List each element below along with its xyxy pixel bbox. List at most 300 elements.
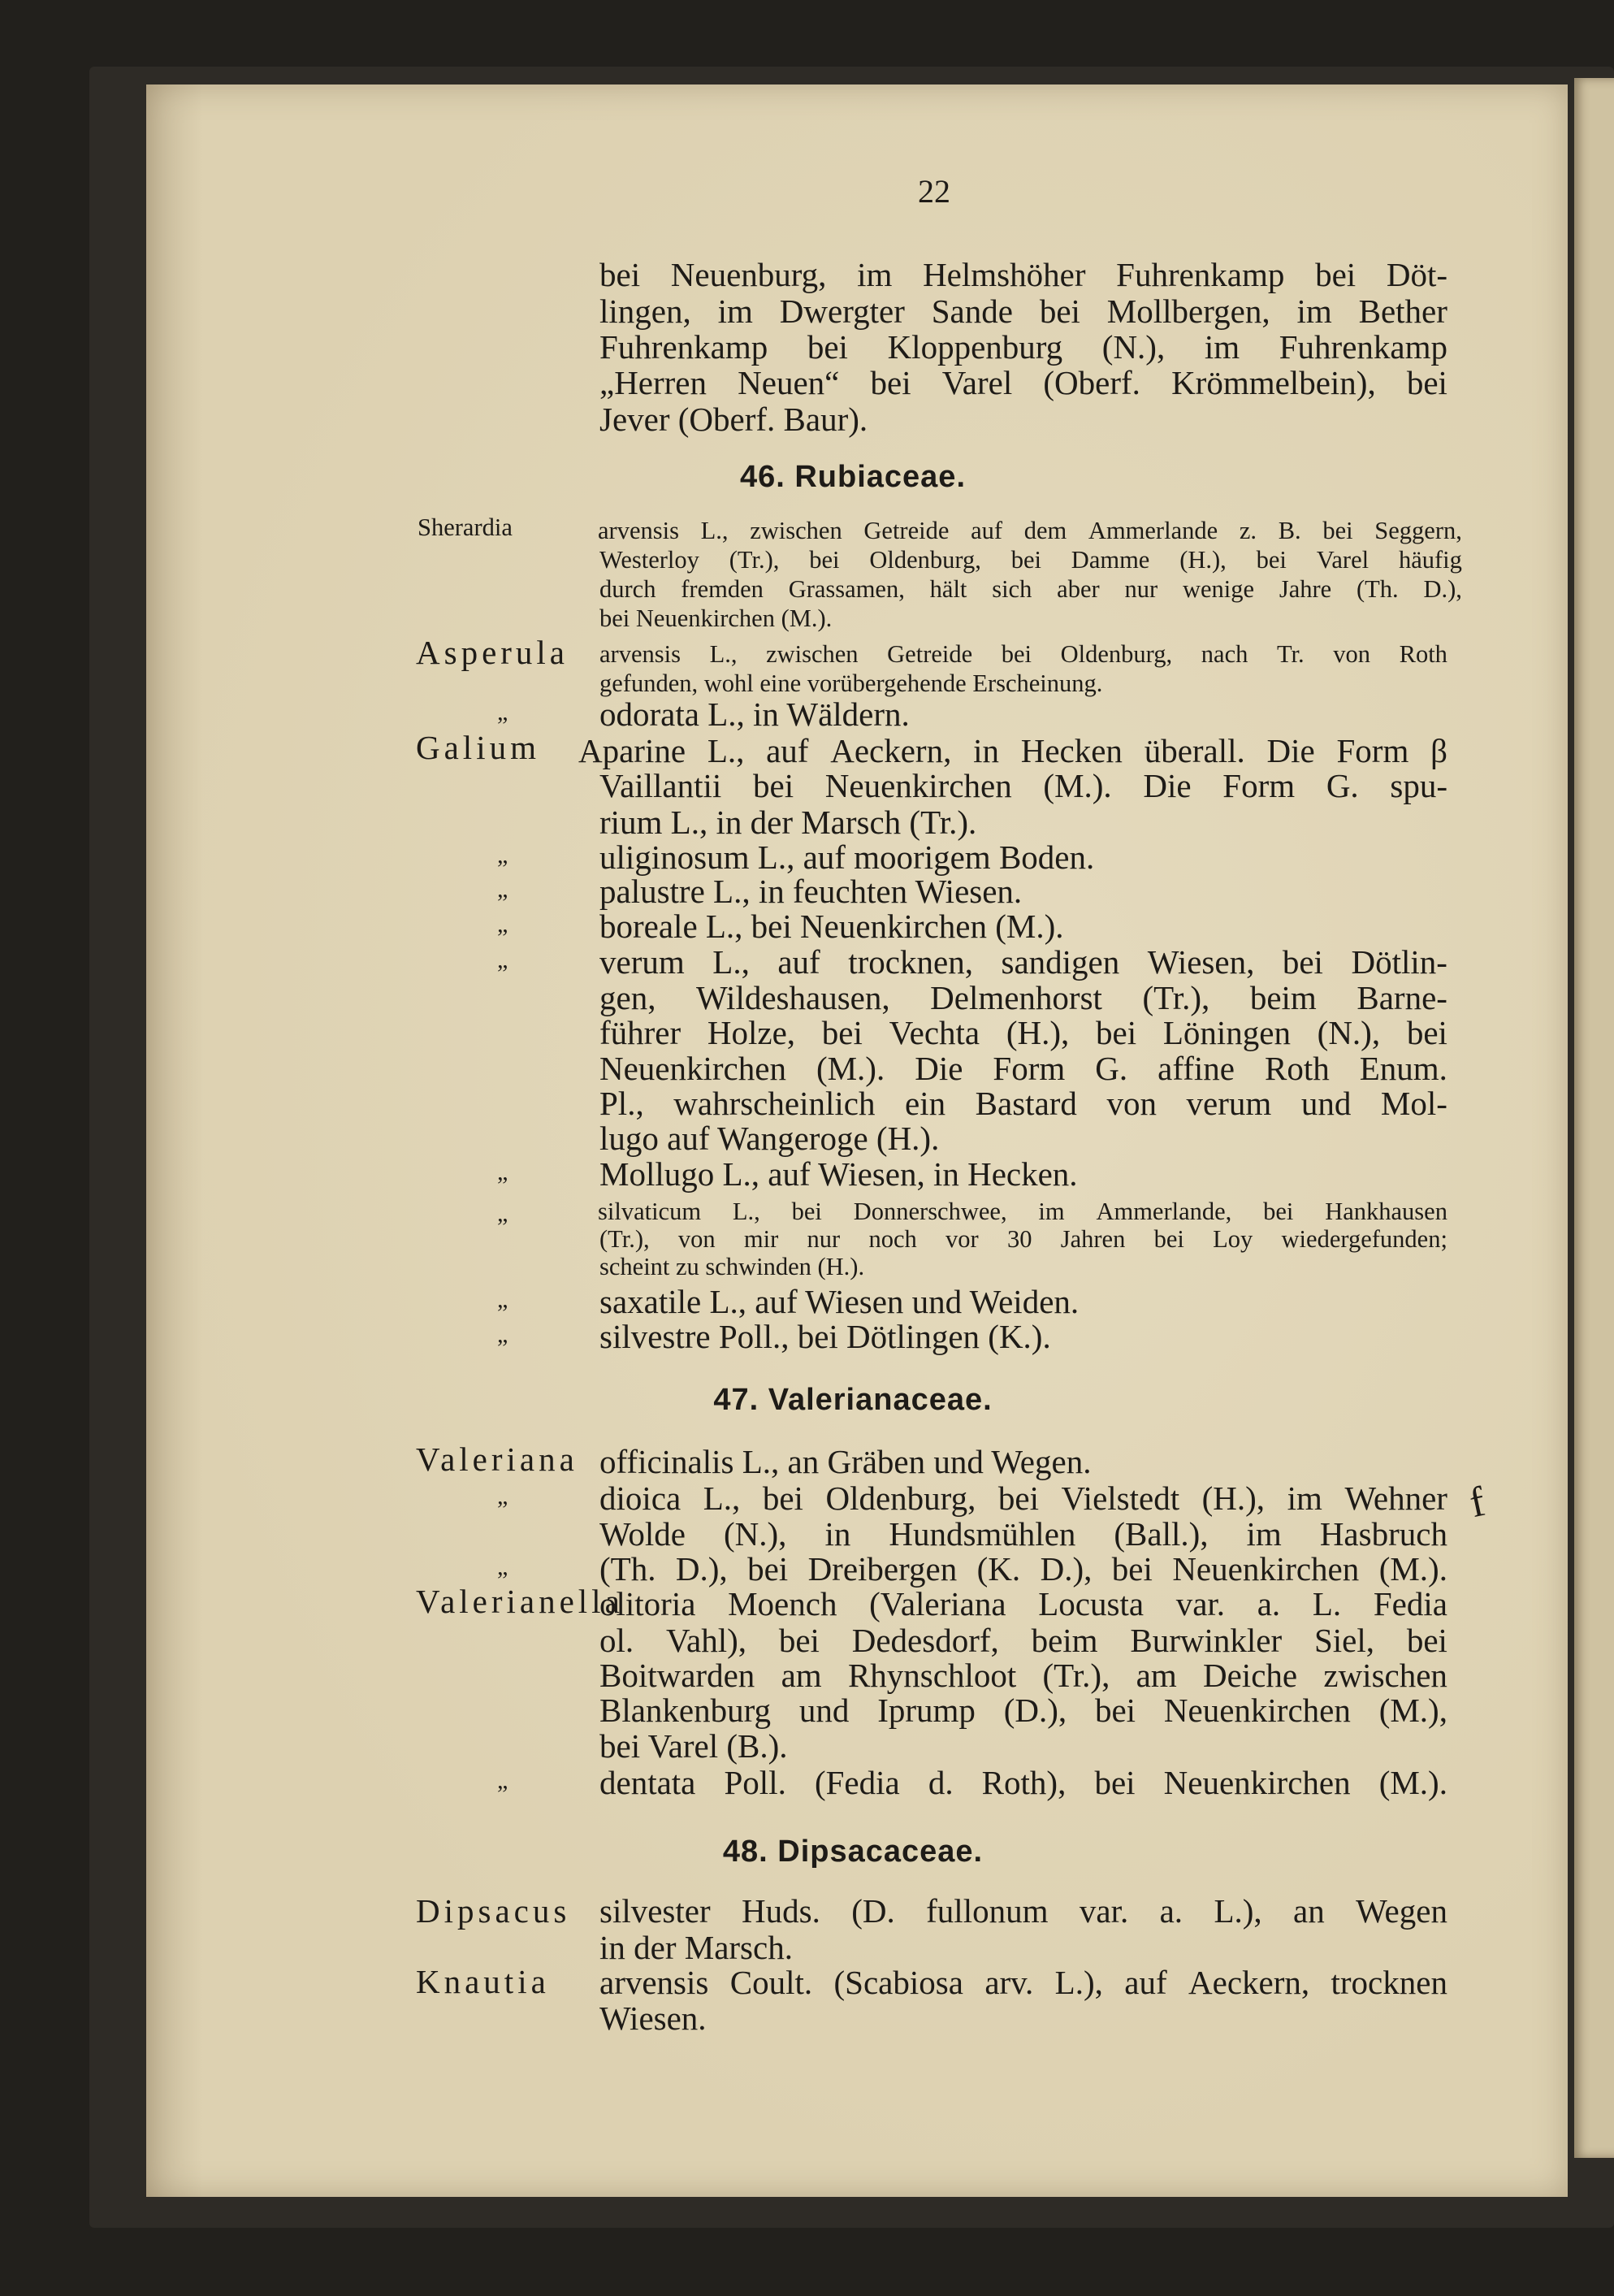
word: Neuenkirchen <box>1163 1692 1351 1729</box>
text-line <box>599 1253 864 1280</box>
word: Ammerlande, <box>1096 1198 1232 1225</box>
genus-dipsacus: Dipsacus <box>416 1892 571 1930</box>
word: Aeckern, <box>830 732 952 769</box>
word: Die <box>915 1050 963 1087</box>
word: D.), <box>675 1550 728 1588</box>
word: Wiesen. <box>599 1999 707 2037</box>
word: G. <box>1095 1050 1128 1087</box>
word: gefunden, wohl eine vorübergehende Erscheinung. <box>599 669 1103 697</box>
word: „Herren <box>599 364 707 401</box>
word: im <box>857 256 893 293</box>
word: Helmshöher <box>923 256 1086 293</box>
word: Die <box>1266 732 1315 769</box>
word: zwischen <box>1323 1657 1447 1694</box>
word: (N.), <box>1317 1014 1381 1051</box>
word: bei <box>1153 1225 1184 1253</box>
word: bei <box>997 1479 1039 1517</box>
word: Fuhrenkamp <box>599 328 768 366</box>
word: durch <box>599 575 656 603</box>
word: Siel, <box>1313 1622 1374 1659</box>
text-line <box>599 575 1462 603</box>
word: bei <box>1010 546 1041 574</box>
word: (Tr.), <box>729 546 780 574</box>
word: scheint zu schwinden (H.). <box>599 1253 865 1280</box>
word: Aparine <box>578 732 686 769</box>
ditto-mark: „ <box>497 947 508 973</box>
word: (Oberf. <box>1043 364 1140 401</box>
word: Varel <box>941 364 1013 401</box>
word: (D. <box>851 1892 895 1930</box>
text-line <box>599 604 832 632</box>
ditto-mark: „ <box>497 1159 508 1185</box>
word: L. <box>1312 1585 1342 1622</box>
word: Huds. <box>742 1892 820 1930</box>
word: sandigen <box>1001 943 1120 981</box>
text-line <box>599 401 868 437</box>
text-line <box>599 2000 707 2036</box>
text-line <box>599 669 1102 697</box>
word: Fedia <box>1373 1585 1447 1622</box>
text-line <box>599 293 1447 329</box>
word: affine <box>1157 1050 1235 1087</box>
genus-asperula: Asperula <box>416 634 569 671</box>
word: Barne- <box>1357 979 1447 1016</box>
ditto-mark: „ <box>497 1286 508 1313</box>
text-line <box>599 257 1447 292</box>
word: (K. <box>976 1550 1021 1588</box>
word: Dedesdorf, <box>851 1622 999 1659</box>
word: auf <box>971 517 1003 544</box>
text-line <box>599 1893 1447 1929</box>
word: nur <box>807 1225 841 1253</box>
word: (D.), <box>1003 1692 1067 1729</box>
word: Löningen <box>1162 1014 1291 1051</box>
genus-valerianella: Valerianella <box>416 1583 624 1620</box>
word: Poll. <box>724 1764 786 1801</box>
word: Bether <box>1358 292 1447 330</box>
text-line <box>599 1965 1447 2000</box>
text-line <box>578 733 1447 769</box>
word: (Tr.), <box>1142 979 1210 1016</box>
word: Neuenkirchen <box>1163 1764 1351 1801</box>
word: (H.), <box>1179 546 1227 574</box>
text-line <box>599 839 1094 875</box>
text-line <box>599 1930 793 1965</box>
text-line <box>599 1728 788 1764</box>
ditto-mark: „ <box>497 1321 508 1348</box>
word: (M.). <box>1043 767 1112 804</box>
word: trocknen <box>1331 1964 1447 2001</box>
text-line <box>599 1586 1447 1622</box>
word: im <box>1246 1515 1282 1553</box>
word: bei <box>1322 517 1353 544</box>
word: (Th. <box>1357 575 1399 603</box>
word: auf <box>766 732 809 769</box>
word: von <box>1333 640 1370 668</box>
word: fullonum <box>926 1892 1049 1930</box>
word: Pl., <box>599 1085 644 1122</box>
word: gen, <box>599 979 656 1016</box>
word: Neuen“ <box>738 364 840 401</box>
word: L.), <box>1214 1892 1262 1930</box>
word: Loy <box>1213 1225 1253 1253</box>
word: bei <box>762 1479 803 1517</box>
word: saxatile L., auf Wiesen und Weiden. <box>599 1283 1080 1320</box>
handwritten-margin-mark: f <box>1465 1478 1490 1527</box>
word: zwischen <box>766 640 859 668</box>
word: bei <box>1406 1014 1447 1051</box>
word: bei Varel (B.). <box>599 1727 788 1765</box>
word: bei <box>1096 1014 1137 1051</box>
word: a. <box>1257 1585 1281 1622</box>
word: im <box>717 292 753 330</box>
word: Moench <box>728 1585 837 1622</box>
word: L., <box>700 517 729 544</box>
word: Döt- <box>1386 256 1447 293</box>
word: bei <box>1094 1764 1136 1801</box>
word: Delmenhorst <box>930 979 1102 1016</box>
word: (Fedia <box>814 1764 900 1801</box>
word: Seggern, <box>1374 517 1462 544</box>
word: Jever (Oberf. Baur). <box>599 401 868 438</box>
word: bei <box>1406 364 1447 401</box>
text-line <box>599 1551 1447 1587</box>
page-number: 22 <box>918 173 950 210</box>
word: Westerloy <box>599 546 699 574</box>
text-line <box>599 1284 1079 1319</box>
word: L., <box>709 640 738 668</box>
word: trocknen, <box>848 943 973 981</box>
word: Grassamen, <box>788 575 905 603</box>
ditto-mark: „ <box>497 911 508 938</box>
text-line <box>599 1765 1447 1800</box>
text-line <box>599 546 1462 574</box>
word: uliginosum L., auf moorigem Boden. <box>599 838 1095 876</box>
word: bei <box>1256 546 1287 574</box>
text-line <box>599 1120 939 1156</box>
word: Oldenburg, <box>869 546 981 574</box>
word: Vaillantii <box>599 767 722 804</box>
word: Aeckern, <box>1188 1964 1310 2001</box>
word: hält <box>929 575 967 603</box>
word: odorata L., in Wäldern. <box>599 695 910 733</box>
word: (Tr.), <box>1042 1657 1110 1694</box>
word: und <box>1300 1085 1352 1122</box>
word: Rhynschloot <box>847 1657 1017 1694</box>
word: Wegen <box>1356 1892 1447 1930</box>
text-line <box>599 980 1447 1016</box>
word: (Valeriana <box>869 1585 1006 1622</box>
word: Locusta <box>1038 1585 1145 1622</box>
word: D.), <box>1423 575 1462 603</box>
word: Blankenburg <box>599 1692 772 1729</box>
word: Dötlin- <box>1351 943 1447 981</box>
word: an <box>1293 1892 1325 1930</box>
section-heading-valerianaceae: 47. Valerianaceae. <box>713 1383 993 1417</box>
text-line <box>599 1516 1447 1552</box>
word: Form <box>993 1050 1066 1087</box>
word: Form <box>1336 732 1409 769</box>
word: Oldenburg, <box>825 1479 976 1517</box>
text-line <box>599 768 1447 804</box>
ditto-mark: „ <box>497 842 508 869</box>
word: bei Neuenkirchen (M.). <box>599 604 833 632</box>
word: Deiche <box>1203 1657 1298 1694</box>
word: in <box>824 1515 851 1553</box>
word: dioica <box>599 1479 682 1517</box>
genus-knautia: Knautia <box>416 1963 550 2000</box>
word: auf <box>777 943 820 981</box>
word: d. <box>928 1764 954 1801</box>
text-line <box>599 365 1447 401</box>
text-line <box>599 1657 1447 1693</box>
word: (H.), <box>1006 1014 1070 1051</box>
word: Wildeshausen, <box>696 979 890 1016</box>
word: (Ball.), <box>1114 1515 1209 1553</box>
word: officinalis L., an Gräben und Wegen. <box>599 1443 1092 1480</box>
word: Mol- <box>1380 1085 1447 1122</box>
word: L., <box>732 1198 760 1225</box>
word: (M.). <box>816 1050 885 1087</box>
word: silvestre Poll., bei Dötlingen (K.). <box>599 1318 1051 1355</box>
text-line <box>599 696 910 732</box>
word: aber <box>1057 575 1100 603</box>
word: Getreide <box>887 640 973 668</box>
word: im <box>1204 328 1240 366</box>
word: am <box>781 1657 822 1694</box>
word: von <box>677 1225 716 1253</box>
word: Wolde <box>599 1515 686 1553</box>
word: bei <box>1263 1198 1294 1225</box>
ditto-mark: „ <box>497 1553 508 1580</box>
text-line <box>599 640 1447 668</box>
word: Getreide <box>863 517 950 544</box>
word: G. <box>1326 767 1359 804</box>
word: Roth <box>1399 640 1447 668</box>
genus-valeriana: Valeriana <box>416 1440 578 1478</box>
word: Hasbruch <box>1319 1515 1447 1553</box>
word: überall. <box>1144 732 1245 769</box>
word: im <box>1038 1198 1065 1225</box>
word: Hankhausen <box>1325 1198 1447 1225</box>
text-line <box>599 944 1447 980</box>
word: Dwergter <box>779 292 905 330</box>
genus-sherardia: Sherardia <box>418 513 513 541</box>
word: nach <box>1201 640 1248 668</box>
word: auf <box>1124 1964 1167 2001</box>
word: Tr. <box>1276 640 1305 668</box>
word: (Scabiosa <box>833 1964 963 2001</box>
word: Donnerschwee, <box>853 1198 1007 1225</box>
word: Mollugo L., auf Wiesen, in Hecken. <box>599 1155 1078 1193</box>
word: Kloppenburg <box>887 328 1063 366</box>
word: a. <box>1159 1892 1183 1930</box>
word: verum <box>599 943 685 981</box>
word: wahrscheinlich <box>673 1085 876 1122</box>
word: noch <box>868 1225 917 1253</box>
word: silvester <box>599 1892 711 1930</box>
word: Bastard <box>975 1085 1077 1122</box>
word: Neuenburg, <box>670 256 827 293</box>
word: B. <box>1278 517 1301 544</box>
word: bei <box>807 328 848 366</box>
text-line <box>598 517 1462 544</box>
word: Hundsmühlen <box>889 1515 1076 1553</box>
word: bei <box>753 767 794 804</box>
text-line <box>599 1051 1447 1086</box>
word: von <box>1106 1085 1157 1122</box>
word: (M.), <box>1378 1692 1447 1729</box>
word: Wiesen, <box>1147 943 1255 981</box>
section-heading-rubiaceae: 46. Rubiaceae. <box>739 460 967 494</box>
word: Coult. <box>729 1964 813 2001</box>
text-line <box>599 1225 1447 1253</box>
word: beim <box>1031 1622 1098 1659</box>
word: arvensis <box>599 1964 709 2001</box>
word: var. <box>1079 1892 1129 1930</box>
word: (H.), <box>1201 1479 1266 1517</box>
word: Vechta <box>889 1014 980 1051</box>
word: (N.), <box>1101 328 1166 366</box>
word: L., <box>707 732 745 769</box>
word: lingen, <box>599 292 691 330</box>
word: Varel <box>1316 546 1370 574</box>
word: β <box>1430 732 1447 769</box>
word: palustre L., in feuchten Wiesen. <box>599 873 1023 910</box>
text-line <box>599 908 1063 944</box>
word: Oldenburg, <box>1060 640 1173 668</box>
word: am <box>1136 1657 1177 1694</box>
text-line <box>599 1015 1447 1051</box>
word: Jahre <box>1279 575 1332 603</box>
ditto-mark: „ <box>497 1200 508 1227</box>
word: Enum. <box>1359 1050 1447 1087</box>
word: Neuenkirchen <box>599 1050 786 1087</box>
section-heading-dipsacaceae: 48. Dipsacaceae. <box>722 1835 984 1869</box>
word: Krömmelbein), <box>1171 364 1376 401</box>
word: Sande <box>931 292 1013 330</box>
word: bei <box>1111 1550 1153 1588</box>
word: Fuhrenkamp <box>1279 328 1447 366</box>
word: häufig <box>1398 546 1462 574</box>
word: nur <box>1124 575 1158 603</box>
word: Roth <box>1265 1050 1330 1087</box>
word: arv. <box>984 1964 1034 2001</box>
text-line <box>598 1198 1447 1225</box>
word: z. <box>1239 517 1257 544</box>
text-line <box>599 1156 1078 1192</box>
word: var. <box>1175 1585 1226 1622</box>
word: (M.). <box>1378 1550 1447 1588</box>
word: bei <box>1315 256 1357 293</box>
text-line <box>599 1692 1447 1728</box>
word: (Th. <box>599 1550 656 1588</box>
word: bei <box>791 1198 822 1225</box>
word: Form <box>1222 767 1296 804</box>
word: wenige <box>1182 575 1255 603</box>
word: zwischen <box>750 517 842 544</box>
word: fremden <box>681 575 764 603</box>
word: Damme <box>1071 546 1150 574</box>
text-line <box>599 1622 1447 1658</box>
word: mir <box>743 1225 779 1253</box>
text-line <box>599 329 1447 365</box>
word: in <box>973 732 999 769</box>
ditto-mark: „ <box>497 1767 508 1794</box>
word: sich <box>992 575 1032 603</box>
text-line <box>599 1480 1447 1516</box>
word: (N.), <box>724 1515 787 1553</box>
word: Vielstedt <box>1061 1479 1180 1517</box>
word: bei <box>1001 640 1032 668</box>
word: Neuenkirchen <box>1172 1550 1360 1588</box>
word: (Tr.), <box>599 1225 650 1253</box>
word: Boitwarden <box>599 1657 755 1694</box>
word: Mollbergen, <box>1106 292 1270 330</box>
word: Neuenkirchen <box>824 767 1012 804</box>
word: Dreibergen <box>807 1550 958 1588</box>
word: in der Marsch. <box>599 1929 793 1966</box>
word: im <box>1287 1479 1322 1517</box>
text-line <box>599 1319 1051 1354</box>
word: Wehner <box>1344 1479 1447 1517</box>
word: olitoria <box>599 1585 696 1622</box>
word: bei <box>809 546 840 574</box>
word: bei <box>1282 943 1323 981</box>
word: 30 <box>1006 1225 1032 1253</box>
word: ol. <box>599 1622 634 1659</box>
word: L., <box>712 943 750 981</box>
word: arvensis <box>598 517 679 544</box>
word: silvaticum <box>598 1198 702 1225</box>
ditto-mark: „ <box>497 876 508 903</box>
ditto-mark: „ <box>497 699 508 726</box>
word: bei <box>599 256 641 293</box>
text-line <box>599 873 1022 909</box>
word: Burwinkler <box>1130 1622 1283 1659</box>
word: bei <box>1406 1622 1447 1659</box>
word: vor <box>945 1225 979 1253</box>
text-line <box>599 1085 1447 1121</box>
word: beim <box>1249 979 1317 1016</box>
word: bei <box>778 1622 820 1659</box>
text-line <box>599 804 976 840</box>
word: Holze, <box>707 1014 796 1051</box>
word: Jahren <box>1060 1225 1126 1253</box>
word: spu- <box>1390 767 1447 804</box>
word: und <box>798 1692 850 1729</box>
word: dentata <box>599 1764 696 1801</box>
word: rium L., in der Marsch (Tr.). <box>599 804 977 841</box>
word: Iprump <box>877 1692 976 1729</box>
text-line <box>599 1444 1091 1479</box>
word: bei <box>821 1014 863 1051</box>
word: im <box>1296 292 1332 330</box>
word: boreale L., bei Neuenkirchen (M.). <box>599 908 1064 945</box>
word: Fuhrenkamp <box>1116 256 1285 293</box>
word: dem <box>1023 517 1067 544</box>
word: wiedergefunden; <box>1281 1225 1447 1253</box>
word: Die <box>1143 767 1192 804</box>
word: bei <box>747 1550 789 1588</box>
word: bei <box>1039 292 1080 330</box>
word: Vahl), <box>665 1622 747 1659</box>
ditto-mark: „ <box>497 1483 508 1510</box>
word: D.), <box>1040 1550 1093 1588</box>
word: Roth), <box>981 1764 1067 1801</box>
word: Ammerlande <box>1088 517 1218 544</box>
word: L.), <box>1054 1964 1103 2001</box>
